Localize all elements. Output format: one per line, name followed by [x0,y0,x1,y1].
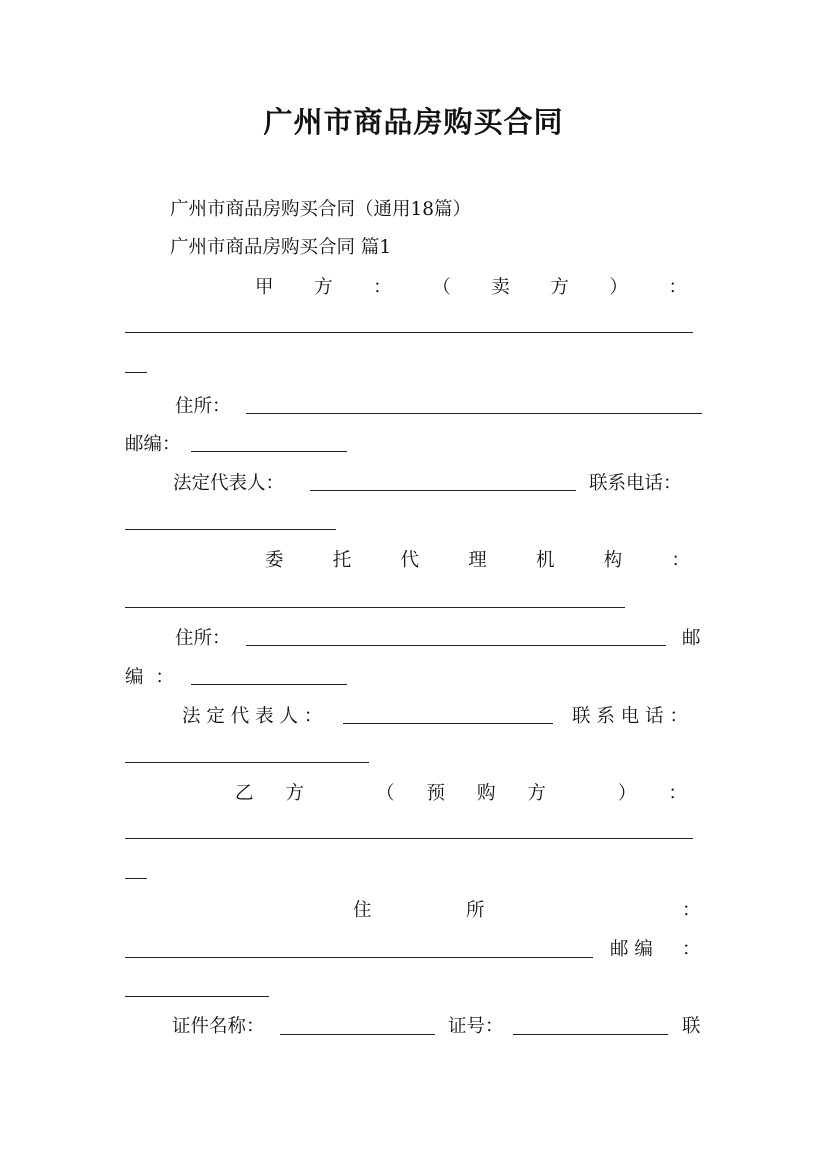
party-a-address-line[interactable] [246,413,702,414]
agent-address-line[interactable] [246,645,666,646]
party-b-contact-label-part: 联 [682,1016,701,1037]
party-b-address-label-char1: 住 [353,900,372,921]
party-a-phone-line[interactable] [125,529,336,530]
party-b-id-number-line[interactable] [513,1034,668,1035]
party-a-label: 甲 方 ： （ 卖 方 ） ： [255,277,687,298]
party-a-address-label: 住所： [175,396,231,417]
agent-postcode-line[interactable] [191,684,347,685]
party-a-name-line-cont[interactable] [125,372,147,373]
party-b-address-line[interactable] [125,957,593,958]
party-b-postcode-label: 邮 编 [610,939,653,960]
agent-legal-rep-line[interactable] [343,723,553,724]
party-b-name-line[interactable] [125,838,693,839]
party-a-legal-rep-label: 法定代表人： [173,473,285,494]
party-a-legal-rep-line[interactable] [310,490,576,491]
agent-legal-rep-label: 法 定 代 表 人 ： [182,706,323,727]
agent-name-line[interactable] [125,607,625,608]
party-b-postcode-line[interactable] [125,996,269,997]
agent-postcode-label-part2: 编 ： [125,667,174,688]
party-b-address-label-colon: ： [682,900,701,921]
agent-address-label: 住所： [175,628,231,649]
party-b-label: 乙 方 （ 预 购 方 ） ： [235,783,687,804]
party-b-postcode-colon: ： [682,939,701,960]
agent-phone-label: 联 系 电 话 ： [572,706,689,727]
party-a-postcode-line[interactable] [191,451,347,452]
party-b-id-name-label: 证件名称： [172,1016,265,1037]
agent-label: 委 托 代 理 机 构 ： [265,550,690,571]
party-b-id-name-line[interactable] [280,1034,435,1035]
agent-phone-line[interactable] [125,762,369,763]
party-a-name-line[interactable] [125,332,693,333]
agent-postcode-label-part1: 邮 [682,628,701,649]
party-a-phone-label: 联系电话： [589,473,682,494]
party-a-postcode-label: 邮编： [125,434,181,455]
document-subtitle: 广州市商品房购买合同（通用18篇） [170,199,472,220]
document-title: 广州市商品房购买合同 [263,105,564,139]
section-heading: 广州市商品房购买合同 篇1 [170,237,392,258]
party-b-id-number-label: 证号： [448,1016,504,1037]
party-b-address-label-char2: 所 [466,900,485,921]
party-b-name-line-cont[interactable] [125,878,147,879]
